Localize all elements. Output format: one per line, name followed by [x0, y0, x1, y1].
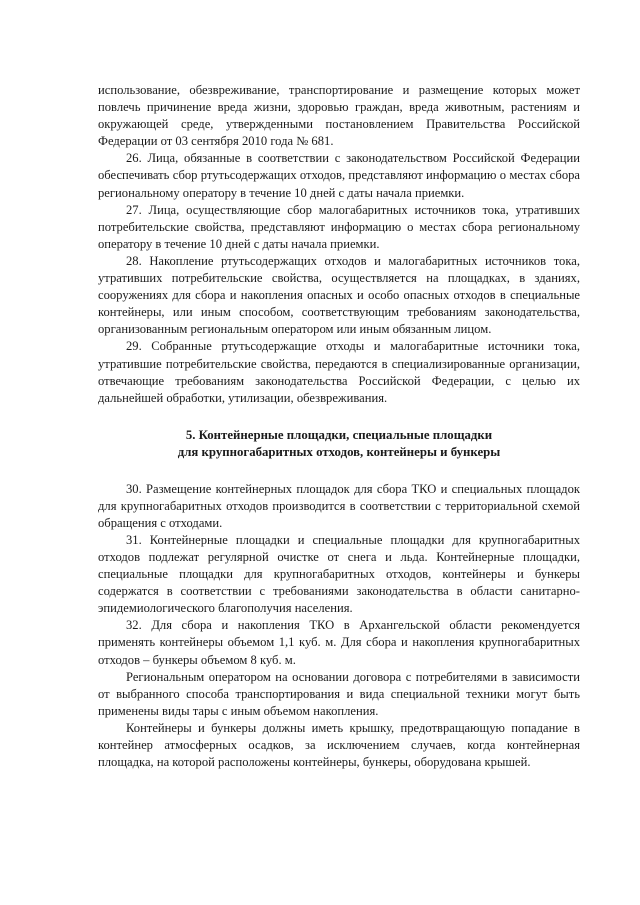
paragraph-26: 26. Лица, обязанные в соответствии с законодательством Российской Федерации обеспечивать сбор ртутьсодержащих отходов, представляют информацию о местах сбора региональному оператору в течение 10 дней с даты начала приемки.: [98, 151, 580, 200]
paragraph-32: 32. Для сбора и накопления ТКО в Архангельской области рекомендуется применять контейнеры объемом 1,1 куб. м. Для сбора и накопления крупногабаритных отходов – бункеры объемом 8 куб. м.: [98, 618, 580, 667]
document-body: [98, 82, 580, 771]
section-heading: [98, 427, 580, 462]
paragraph-28: 28. Накопление ртутьсодержащих отходов и малогабаритных источников тока, утративших потребительские свойства, осуществляется на площадках, в зданиях, сооружениях для сбора и накопления опасных и особо опасных отходов в специальные контейнеры, или иным способом, соответствующим требованиям законодательства, организованным региональным оператором или иным обязанным лицом.: [98, 253, 580, 337]
paragraph-29: 29. Собранные ртутьсодержащие отходы и малогабаритные источники тока, утратившие потребительские свойства, передаются в специализированные организации, отвечающие требованиям законодательства Российской Федерации, с целью их дальнейшей обработки, утилизации, обезвреживания.: [98, 339, 580, 405]
section-heading-line-2: для крупногабаритных отходов, контейнеры и бункеры: [177, 445, 501, 460]
paragraph-regional-operator: Региональным оператором на основании договора с потребителями в зависимости от выбранного способа транспортирования и вида специальной техники могут быть применены виды тары с иным объемом накопления.: [98, 669, 580, 718]
paragraph-27: 27. Лица, осуществляющие сбор малогабаритных источников тока, утративших потребительские свойства, представляют информацию о местах сбора региональному оператору в течение 10 дней с даты начала приемки.: [98, 202, 580, 251]
paragraph-30: 30. Размещение контейнерных площадок для сбора ТКО и специальных площадок для крупногабаритных отходов производится в соответствии с территориальной схемой обращения с отходами.: [98, 481, 580, 530]
paragraph-continuation: использование, обезвреживание, транспортирование и размещение которых может повлечь причинение вреда жизни, здоровью граждан, вреда животным, растениям и окружающей среде, утвержденными постановлением Правительства Российской Федерации от 03 сентября 2010 года № 681.: [98, 83, 580, 149]
section-heading-line-1: 5. Контейнерные площадки, специальные площадки: [185, 427, 493, 442]
paragraph-container-lids: Контейнеры и бункеры должны иметь крышку, предотвращающую попадание в контейнер атмосферных осадков, за исключением случаев, когда контейнерная площадка, на которой расположены контейнеры, бункеры, оборудована крышей.: [98, 720, 580, 770]
paragraph-31: 31. Контейнерные площадки и специальные площадки для крупногабаритных отходов подлежат регулярной очистке от снега и льда. Контейнерные площадки, специальные площадки для крупногабаритных отходов, контейнеры и бункеры содержатся в соответствии с требованиями законодательства в области санитарно-эпидемиологического благополучия населения.: [98, 532, 580, 616]
